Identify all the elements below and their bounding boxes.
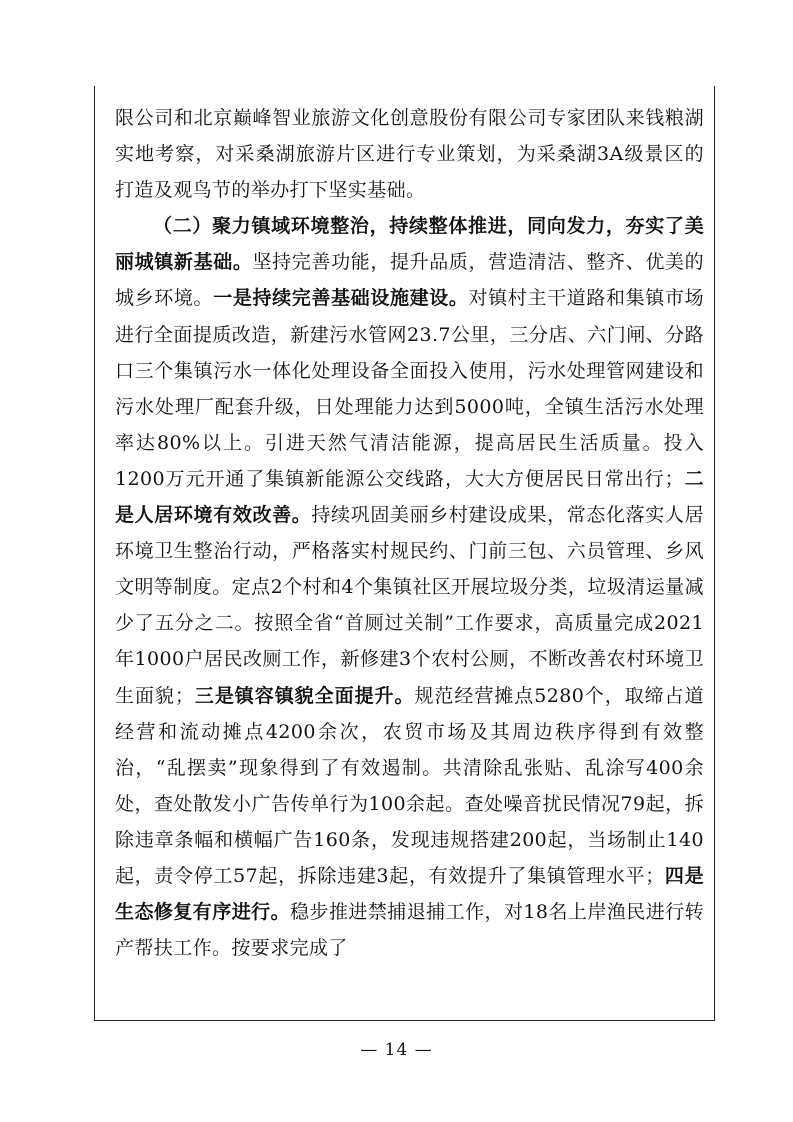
paragraph-continuation: 限公司和北京巅峰智业旅游文化创意股份有限公司专家团队来钱粮湖实地考察，对采桑湖旅游片区进行专业策划，为采桑湖3A级景区的打造及观鸟节的举办打下坚实基础。 — [115, 107, 704, 202]
point-1-title: 一是持续完善基础设施建设。 — [213, 287, 469, 310]
point-4-text: 稳步推进禁捕退捕工作，对18名上岸渔民进行转产帮扶工作。按要求完成了 — [115, 901, 704, 960]
section-intro: 坚持完善功能，提升品质，营造清洁、整齐、优美的城乡环境。 — [115, 251, 704, 310]
page-frame — [94, 86, 715, 1021]
point-3-title: 三是镇容镇貌全面提升。 — [194, 684, 415, 707]
point-4-title: 四是生态修复有序进行。 — [115, 864, 704, 924]
page-number: — 14 — — [360, 1040, 433, 1060]
section-heading: （二）聚力镇域环境整治，持续整体推进，同向发力，夯实了美丽城镇新基础。 — [115, 215, 704, 274]
paragraph-environment — [115, 208, 704, 966]
point-2-text: 持续巩固美丽乡村建设成果，常态化落实人居环境卫生整治行动，严格落实村规民约、门前三包、六员管理、乡风文明等制度。定点2个村和4个集镇社区开展垃圾分类，垃圾清运量减少了五分之二。按照全省“首厕过关制”工作要求，高质量完成2021年1000户居民改厕工作，新修建3个农村公厕，不断改善农村环境卫生面貌； — [115, 504, 704, 707]
point-2-title: 二是人居环境有效改善。 — [115, 467, 704, 527]
document-body — [115, 100, 704, 966]
point-1-text: 对镇村主干道路和集镇市场进行全面提质改造，新建污水管网23.7公里，三分店、六门闸、分路口三个集镇污水一体化处理设备全面投入使用，污水处理管网建设和污水处理厂配套升级，日处理能力达到5000吨，全镇生活污水处理率达80%以上。引进天然气清洁能源，提高居民生活质量。投入1200万元开通了集镇新能源公交线路，大大方便居民日常出行； — [115, 287, 704, 490]
point-3-text: 规范经营摊点5280个，取缔占道经营和流动摊点4200余次，农贸市场及其周边秩序得到有效整治，“乱摆卖”现象得到了有效遏制。共清除乱张贴、乱涂写400余处，查处散发小广告传单行为100余起。查处噪音扰民情况79起，拆除违章条幅和横幅广告160条，发现违规搭建200起，当场制止140起，责令停工57起，拆除违建3起，有效提升了集镇管理水平； — [115, 684, 704, 887]
